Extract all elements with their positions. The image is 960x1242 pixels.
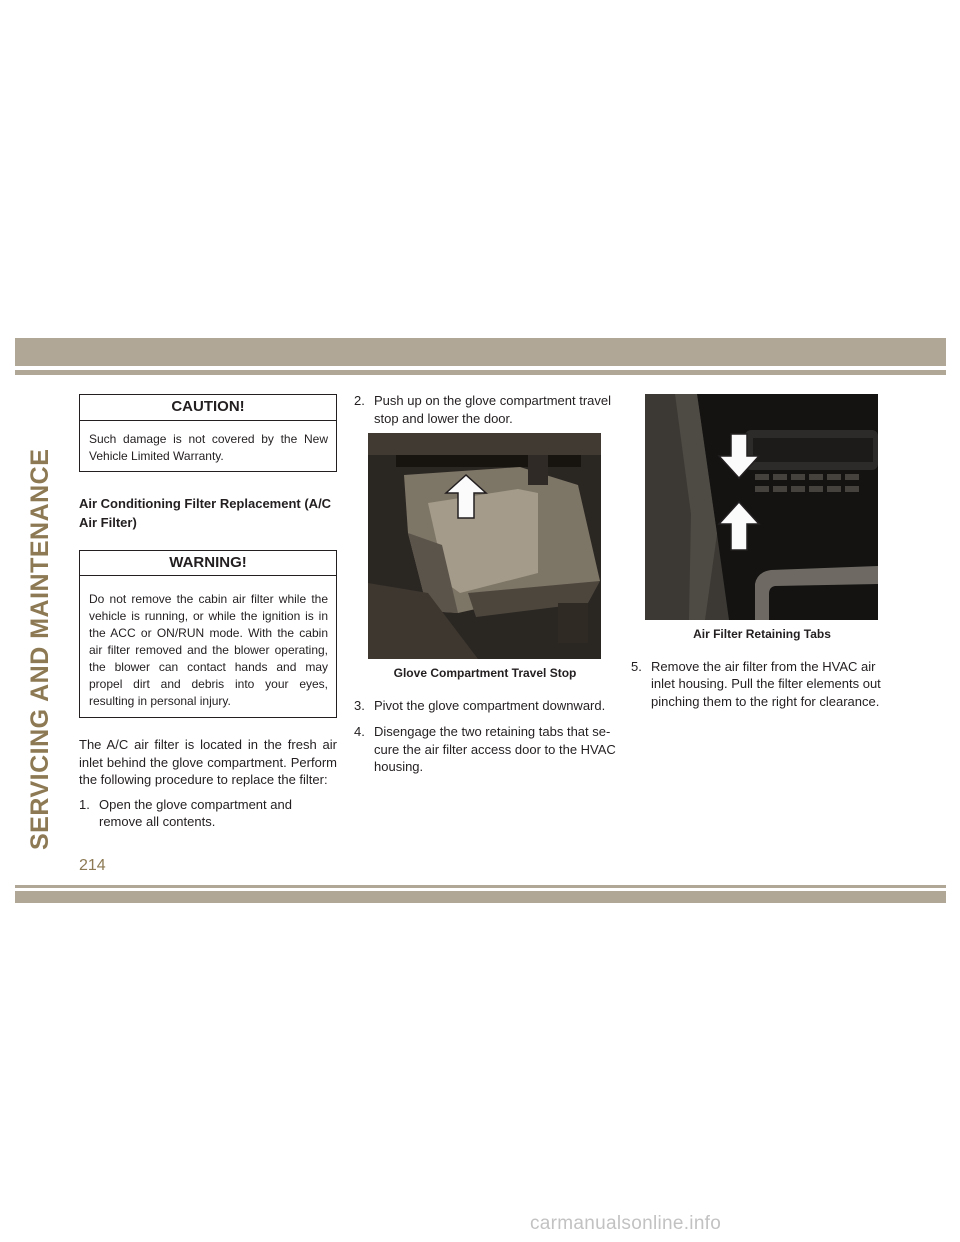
step-number: 4. xyxy=(354,724,365,739)
column-3 xyxy=(631,394,893,710)
air-filter-tabs-photo xyxy=(645,394,878,620)
step-3 xyxy=(354,697,616,715)
step-number: 1. xyxy=(79,796,90,812)
caution-title: CAUTION! xyxy=(80,395,336,421)
step-text: Push up on the glove compartment travel stop and lower the door. xyxy=(374,393,612,426)
step-1 xyxy=(79,796,337,831)
header-rule xyxy=(15,370,946,375)
page-number: 214 xyxy=(79,857,106,874)
intro-paragraph: The A/C air filter is located in the fresh air inlet behind the glove compartment. Perform the following procedure to replace the filter: xyxy=(79,737,337,787)
step-text: Open the glove compartment and remove all contents. xyxy=(99,796,292,829)
footer-band xyxy=(15,891,946,903)
step-text: Remove the air filter from the HVAC air inlet housing. Pull the filter elements out pinching them to the right for clearance. xyxy=(651,658,881,709)
step-5 xyxy=(631,658,893,711)
air-filter-illustration xyxy=(645,394,878,620)
watermark-text: carmanualsonline.info xyxy=(530,1213,722,1234)
footer-rule xyxy=(15,885,946,888)
caution-box xyxy=(79,394,337,472)
tabs-caption: Air Filter Retaining Tabs xyxy=(693,627,831,641)
warning-title: WARNING! xyxy=(80,551,336,577)
caution-body: Such damage is not covered by the New Vehicle Limited Warranty. xyxy=(89,431,328,463)
header-band xyxy=(15,338,946,366)
step-number: 5. xyxy=(631,658,642,674)
step-4 xyxy=(354,723,616,776)
column-2 xyxy=(354,392,616,776)
section-heading: Air Conditioning Filter Replacement (A/C Air Filter) xyxy=(79,495,332,530)
step-text: Pivot the glove compartment downward. xyxy=(374,697,606,713)
column-1 xyxy=(79,394,337,831)
glove-caption: Glove Compartment Travel Stop xyxy=(393,666,577,680)
step-number: 2. xyxy=(354,393,365,408)
glove-compartment-photo xyxy=(368,433,601,659)
chapter-side-label: SERVICING AND MAINTENANCE xyxy=(26,448,54,850)
glove-compartment-illustration xyxy=(368,433,601,659)
step-2 xyxy=(354,392,616,427)
step-text: Disengage the two retaining tabs that se- cure the air filter access door to the HVAC housing. xyxy=(374,724,616,774)
warning-body: Do not remove the cabin air filter while the vehicle is running, or while the ignition is in the ACC or ON/RUN mode. With the cabin air filter removed and the blower operating, the blower can contact hands and may propel dirt and debris into your eyes, resulting in personal injury. xyxy=(89,592,328,708)
warning-box xyxy=(79,550,337,719)
step-number: 3. xyxy=(354,697,365,713)
